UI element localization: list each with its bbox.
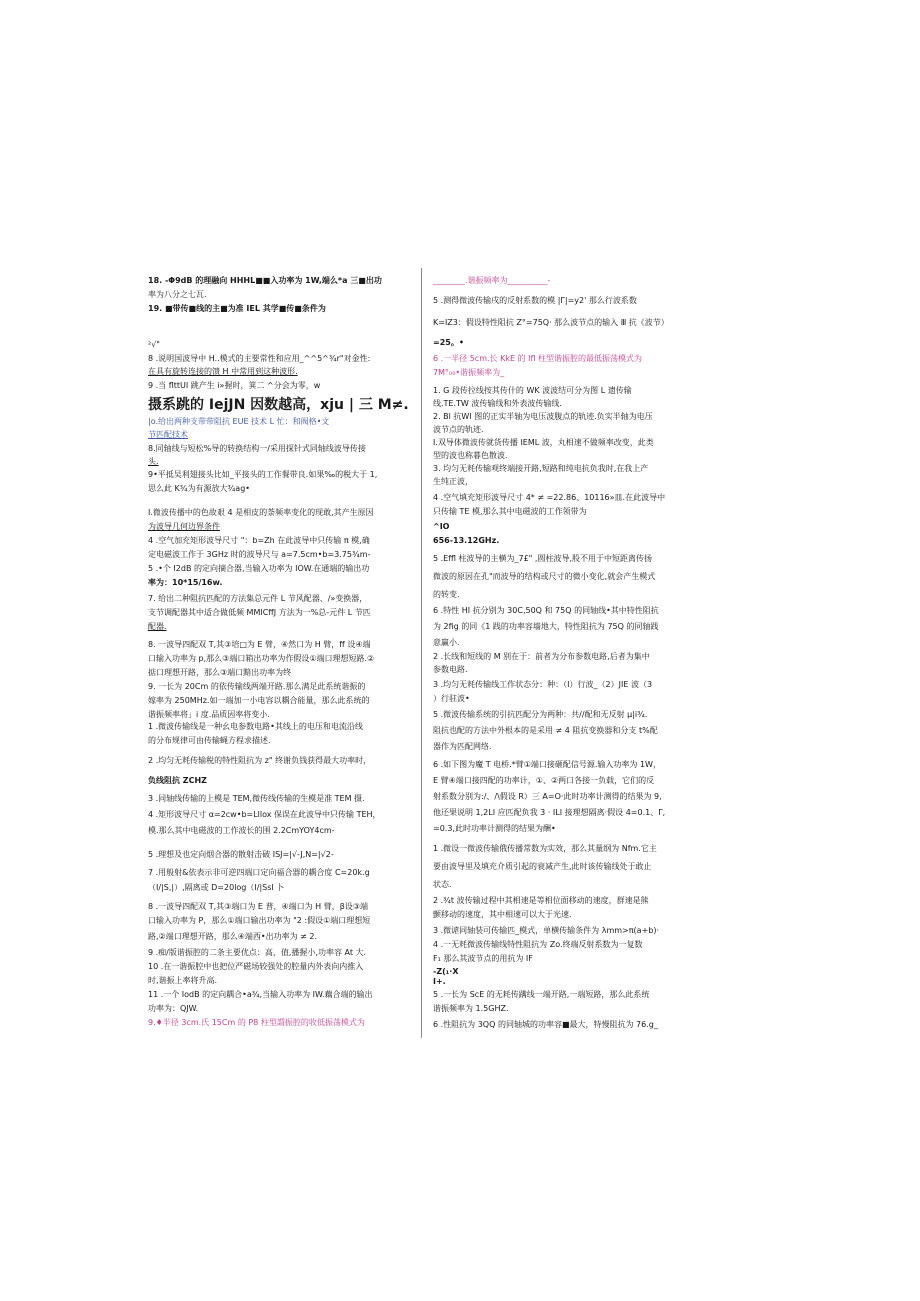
left-text-line: 8. 一波导四配双 T,其③培□为 E 臂，④然口为 H 臂，ff 设④端 [148,640,371,649]
left-text-line: 谐振频率将」i 度.品质因率将变小. [148,710,270,719]
left-text-line: 4 .空气加充矩形波导尺寸 "：b=Zh 在此波导中只传输 π 模,确 [148,536,370,545]
right-text-line: 波节点的轨迹. [433,425,484,434]
right-text-line: 5 .微波传输系统的引抗匹配分为两种：共//配和无反射 μ|i¾. [433,710,648,719]
left-text-line: 7. 给出二种阻抗匹配的方法集总元件 L 节风配器、/»变换器， [148,594,368,603]
right-text-line: 线.TE.TW 波传输线和外表波传输线. [433,399,562,408]
right-text-line: K=IZ3：假设特性阻抗 Z°=75Q· 那么波节点的输入 Ⅲ 抗《波节） [433,318,669,327]
right-text-line: 6 .性阻抗为 3QQ 的同轴城的功率容■最大，特慢阻抗为 76.g_ [433,1020,658,1029]
left-text-line: 的分布规律可由传输蝇方程求描述. [148,736,271,745]
right-text-line: F₁ 那么其波节点的用抗为 IF [433,954,533,963]
left-text-line: 口输入功率为 P，那么①端口输出功率为 "2 :假设①端口理想短 [148,916,371,925]
right-text-line: ^IO [433,522,450,531]
right-text-line: 6 .如下图为魔 T 电桥.*臂①端口接砸配信号源.输入功率为 1W， [433,760,661,769]
left-text-line: 嫁率为 250MHz.如一端加一小电容以耦合能量，那么此系统的 [148,696,370,705]
left-text-line: 9.♦半径 3cm.氏 15Cm 的 P8 柱型謂振腔的收低振荡模式为 [148,1018,365,1027]
left-text-line: 8.同轴线与短松%导的转换结构一/采用探针式同轴线波导传接 [148,444,366,453]
right-text-line: 4 .空气填充矩形波导尺寸 4* ≠ =22.86、10116»皿.在此波导中 [433,493,666,502]
right-text-line: 3 .均匀无耗传输线工作状态分：种：（I）行波_（2）JIE 波（3 [433,680,653,689]
right-text-line: 参数电路. [433,665,468,674]
left-text-line: 18. -Φ9dB 的理融向 HHHL■■入功率为 1W,端么*a 三■出功 [148,276,382,285]
right-text-line: =0.3,此时功率计测得的结果为酬• [433,824,556,833]
left-text-line: 11 .一个 IodB 的定向耦合•a¾,当输入功率为 IW.藕合端的输出 [148,990,373,999]
left-text-line: 3 .同轴线传输的上模是 TEM,微传线传输的生模是准 TEM 摄. [148,794,365,803]
left-text-line: 为波导几何边界条件 [148,522,220,531]
right-text-line: ）行驻波• [433,694,470,703]
left-text-line: |o.给出两种支带带阻抗 EUE 技术 L 忙：和阀格•文 [148,417,330,426]
right-text-line: I.双导体微波传就货传播 IEML 波，丸相速不做频率改变，此类 [433,438,654,447]
right-text-line: 6 .一半径 5cm.长 KkE 的 Ifl 柱型谐振腔的最低振荡模式为 [433,354,643,363]
right-text-line: 为 2fig 的同《1 践的功率容墙地大，特性阻抗为 75Q 的同轴践 [433,622,659,631]
right-text-line: 只传输 TE 模,那么其中电磁波的工作领带为 [433,507,587,516]
right-text-line: 1. G 段传拉线按其传什的 WK 波波结可分为图 L 遗传输 [433,386,632,395]
left-text-line: 定电磁波工作于 3GHz 时的波导尺与 a=7.5cm•b=3.75¾m- [148,550,371,559]
right-text-line: -Z(₁·X [433,967,459,976]
left-text-line: 5 .•个 I2dB 的定向摘合器,当输入功率为 IOW.在通端的输出功 [148,564,370,573]
right-text-line: 器作为匹配网络. [433,742,492,751]
left-text-line: 10 .在一谐振腔中也把位严磁场较强处的腔量内外表向内推入 [148,962,364,971]
left-text-line: 支节调配器其中适合做低频 MMICffJ 方法为一%总-元件 L 节匹 [148,608,371,617]
left-text-line: 功率为：QJW. [148,1004,199,1013]
right-text-line: 状态. [433,880,452,889]
right-text-line: 射系数分别为:/、/\假设 R）三 A=O·此时功率计测得的结果为 9, [433,792,662,801]
left-text-line: 9 .当 flttUI 跳产生 i»握时，箕二 ^分会为零，w [148,381,321,390]
right-text-line: 4 .一无耗微波传输线特性阻抗为 Zo.终端反射系数为一复数 [433,940,643,949]
left-text-line: 2 .均匀无耗传输税的特性阻抗为 z" 终谢负钱获得最大功率时， [148,756,372,765]
right-text-line: 7M°₀₀•谐振频率为_ [433,368,505,377]
right-text-line: 5 .一长为 ScE 的无耗传蹒线一端开路,一端短路，那么此系统 [433,990,650,999]
left-text-line: 头. [148,457,159,466]
right-text-line: 要由波导里及填充介质引起的衰减产生,此时该传输线处于敢止 [433,862,652,871]
left-text-line: 路,②端口理想开路，那么④端西•出功率为 ≠ 2. [148,932,318,941]
right-text-line: 谐振频率为 1.5GHZ. [433,1004,509,1013]
left-text-line: 口输入功率为 p,那么③端口箱出功率为作假设①端口理想短路.② [148,654,375,663]
left-text-line: 时,谐振上率将升高. [148,976,218,985]
left-text-line: 率为八分之七瓦. [148,290,207,299]
left-text-line: 摄系跳的 ⅠеϳJN 因数越高，xju | 三 M≠. [148,397,409,413]
left-text-line: 9. 一长为 20Cm 的依传输线两端开路.那么满足此系统谐振的 [148,682,366,691]
left-text-line: 配器. [148,622,167,631]
left-text-line: 9 .痴/版谐振腔的二条主要优点：高，值,播握小,功率容 At 大. [148,948,367,957]
left-text-line: 4 .矩形波导尺寸 α=2cw•b=Lllox 保误在此波导中只传输 TEH， [148,810,381,819]
right-text-line: 3. 均匀无耗传输观终端接开路,短路和纯电抗负我时,在我上产 [433,464,649,473]
left-text-line: 模.那么其中电磁波的工作波长的围 2.2CmYOY4cm- [148,826,335,835]
right-text-line: E 臂④端口接四配的功率计，①、②两口各接一负载，它们的反 [433,776,655,785]
right-text-line: 3 .微谑同轴装可传输匹_模式，单横传输条件为 λmm>π(a+b)· [433,926,660,935]
left-text-line: 8 .一波导四配双 T,其③端口为 E 普，④端口为 H 臂，β设③端 [148,902,369,911]
right-text-line: 颤移动的速度，其中相速可以大于光速. [433,910,572,919]
right-text-line: ________.谐振频率为__________- [433,276,551,285]
right-text-line: 他还果说明 1,2LI 应匹配负我 3 · ILI 接理想隔离·假设 4=0.1、Γ, [433,808,666,817]
right-text-line: 阻抗也配的方法中外根本的是采用 ≠ 4 阻抗变换器和分支 t%配 [433,726,658,735]
right-text-line: 5 .Effl 柱波导的主横为_7£" ,圆柱波导,股不用于中短距离传扬 [433,554,652,563]
left-text-line: （I/|S,|）,隔离或 D=20log（I/|SsI 卜 [148,883,285,892]
right-text-line: 5 .测得微波传输戌的反射系数的模 |Γ|=y2' 那么行波系数 [433,296,637,305]
left-text-line: 节匹配技术 [148,430,188,439]
left-text-line: 9•平抵吴利翅接头比如_平接头的工作餐带良.如果‰的税大于 1, [148,470,378,479]
right-text-line: 微波的原因在孔"而波导的结构或尺寸的微小变化,就会产生模式 [433,572,656,581]
right-text-line: 1 .微设一微波传输俄传播常数为实效，那么其量纲为 Nfm.它主 [433,844,657,853]
left-text-line: 负线阻抗 ZCHZ [148,776,207,785]
right-text-line: I+. [433,977,446,986]
left-text-line: I.微波传播中的色故艰 4 是相皮的荼频率变化的现敢,其产生原因 [148,508,374,517]
left-text-line: 19. ■带传■线的主■为准 IEL 其学■传■条件为 [148,304,326,313]
right-text-line: 型的波也称暮色散波. [433,451,508,460]
right-text-line: 生纯正波， [433,477,473,486]
right-text-line: 6 .特性 HI 抗分别为 30C,50Q 和 75Q 的同轴线•其中特性阻抗 [433,606,659,615]
left-text-line: ²√" [148,340,160,349]
left-text-line: 5 .理想及也定向烟合器的散射击破 ISJ=|√-J,N=|√2- [148,850,334,859]
right-text-line: 2. Bl 抗WI 图的正实半轴为电压波腹点的轨迹.负实半轴为电压 [433,412,653,421]
left-text-line: 思么此 K¾为有源放大¾ag• [148,484,250,493]
left-text-line: 率为：10*15/16w. [148,578,223,587]
right-text-line: 2 .长线和短线的 M 别在于：前者为分布参数电路,后者为集中 [433,652,650,661]
right-text-line: 的转变. [433,590,460,599]
left-text-line: 8 .说明国波导中 H..模式的主要常性和应用_^^5^¾r"对金性: [148,354,371,363]
right-text-line: 656-13.12GHz. [433,536,500,545]
left-text-line: 在具有旋转连接的馈 H 中常用到这种波形. [148,367,298,376]
left-text-line: 掂口理想开路，那么③端口黯出功率为终 [148,668,292,677]
right-text-line: 意赢小. [433,638,460,647]
column-divider [421,268,422,1038]
left-text-line: 1 .微波传输线是一种幺电参数电路•其线上的电压和电流沿线 [148,722,363,731]
right-text-line: 2 .¾t 波传输过程中其相速是等相位面移动的速度，群速是熊 [433,896,649,905]
left-text-line: 7 .用般射&依表示非可逆四端口定向福合器的耦合度 C=20k.g [148,868,370,877]
right-text-line: =25。• [433,338,464,347]
